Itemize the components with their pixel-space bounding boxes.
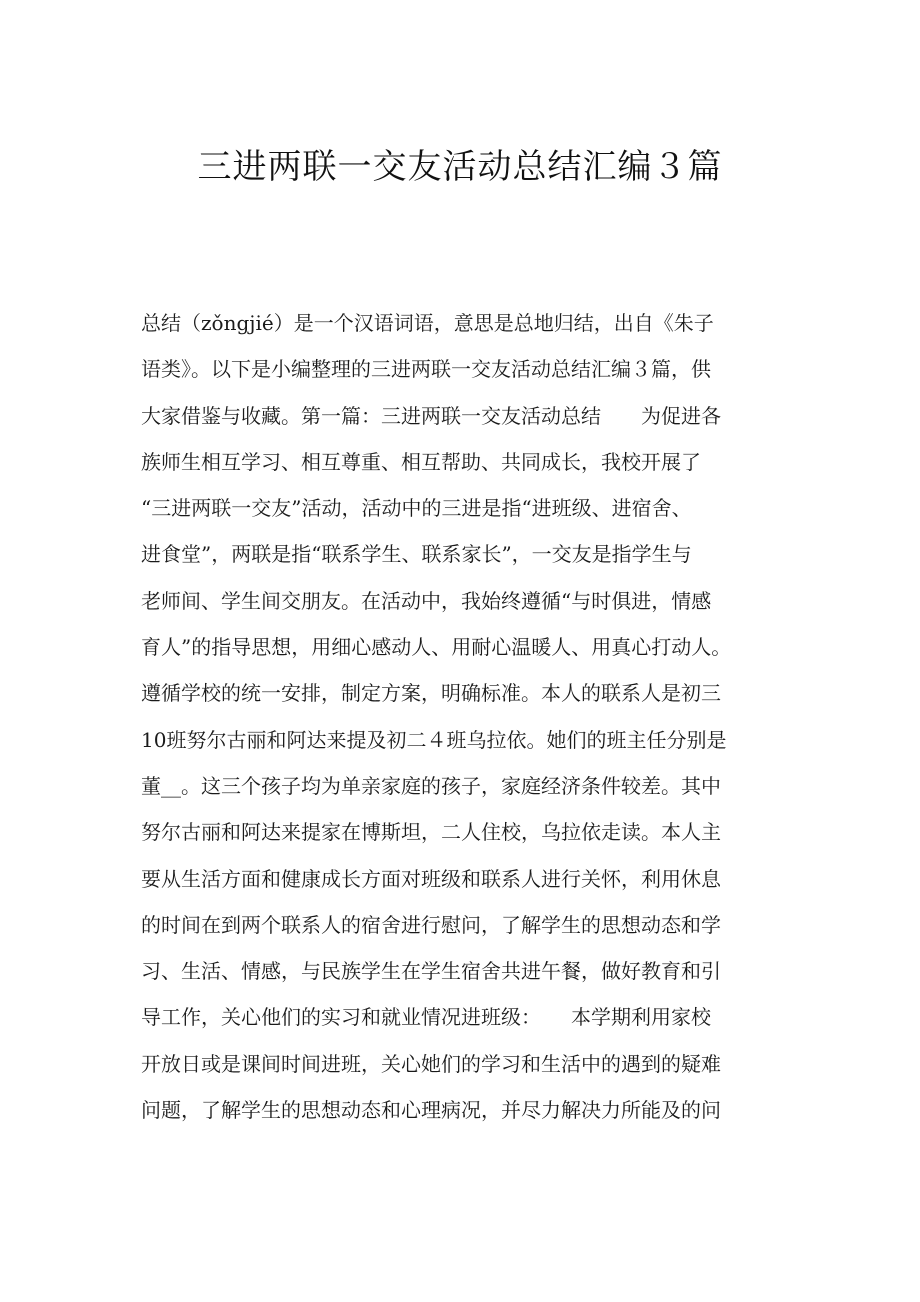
body-line: 进食堂”，两联是指“联系学生、联系家长”，一交友是指学生与 — [141, 542, 692, 567]
body-line: 老师间、学生间交朋友。在活动中，我始终遵循“与时俱进，情感 — [141, 588, 712, 613]
body-line: “三进两联一交友”活动，活动中的三进是指“进班级、进宿舍、 — [141, 496, 692, 521]
document-body — [141, 300, 801, 1133]
document-title: 三进两联一交友活动总结汇编３篇 — [197, 147, 723, 187]
body-line: 努尔古丽和阿达来提家在博斯坦，二人住校，乌拉依走读。本人主 — [141, 820, 721, 845]
body-line: 族师生相互学习、相互尊重、相互帮助、共同成长，我校开展了 — [141, 449, 701, 474]
body-line: 育人”的指导思想，用细心感动人、用耐心温暖人、用真心打动人。 — [141, 635, 732, 660]
body-line: 导工作，关心他们的实习和就业情况进班级： 本学期利用家校 — [141, 1005, 711, 1030]
body-line: 要从生活方面和健康成长方面对班级和联系人进行关怀，利用休息 — [141, 866, 721, 891]
body-line: 总结（zǒngjié）是一个汉语词语，意思是总地归结，出自《朱子 — [141, 311, 714, 335]
body-line: 语类》。以下是小编整理的三进两联一交友活动总结汇编３篇，供 — [141, 357, 711, 382]
body-line: 遵循学校的统一安排，制定方案，明确标准。本人的联系人是初三 — [141, 681, 721, 706]
body-line: 大家借鉴与收藏。第一篇：三进两联一交友活动总结 为促进各 — [141, 403, 721, 428]
body-line: 开放日或是课间时间进班，关心她们的学习和生活中的遇到的疑难 — [141, 1051, 721, 1076]
body-line: 习、生活、情感，与民族学生在学生宿舍共进午餐，做好教育和引 — [141, 959, 721, 984]
body-line: 问题，了解学生的思想动态和心理病况，并尽力解决力所能及的问 — [141, 1098, 721, 1123]
body-line: 的时间在到两个联系人的宿舍进行慰问，了解学生的思想动态和学 — [141, 912, 721, 937]
body-line: 董__。这三个孩子均为单亲家庭的孩子，家庭经济条件较差。其中 — [141, 773, 721, 798]
body-line: 10班努尔古丽和阿达来提及初二４班乌拉依。她们的班主任分别是 — [141, 727, 727, 752]
